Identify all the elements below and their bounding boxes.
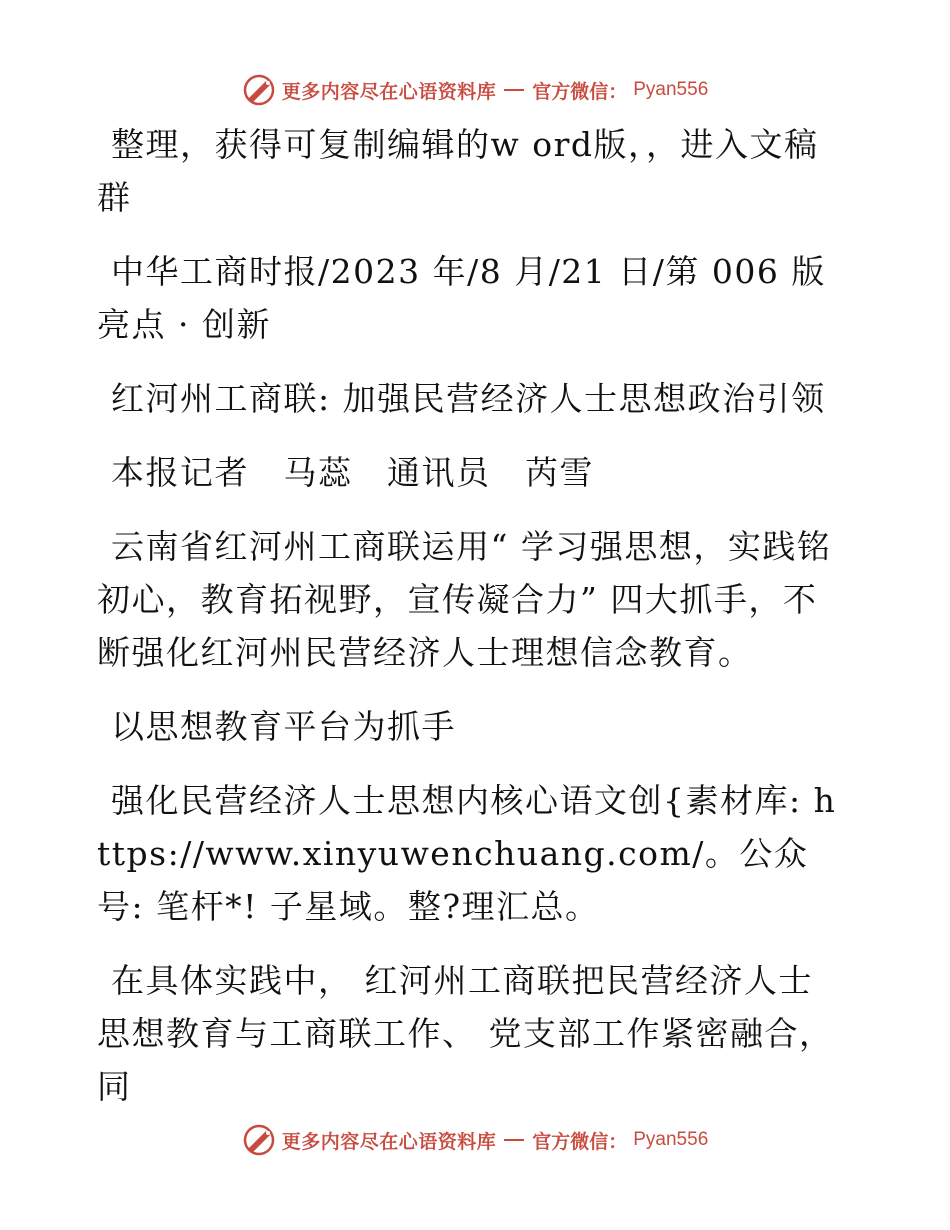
- paragraph: 强化民营经济人士思想内核心语文创{素材库: https://www.xinyuwenchuang.com/。公众号: 笔杆*! 子星域。整?理汇总。: [97, 781, 837, 926]
- byline: 本报记者 马蕊 通讯员 芮雪: [111, 453, 594, 492]
- pen-nib-logo-icon: [242, 73, 276, 107]
- banner-wechat-label: 官方微信：: [532, 80, 628, 103]
- paragraph: 云南省红河州工商联运用“ 学习强思想，实践铭初心，教育拓视野，宣传凝合力” 四大抓手，不断强化红河州民营经济人士理想信念教育。: [97, 527, 832, 672]
- document-body: [97, 118, 847, 1134]
- pen-nib-logo-icon: [242, 1123, 276, 1157]
- banner-wechat-id: Pyan556: [633, 1129, 709, 1150]
- banner-text: 更多内容尽在心语资料库: [281, 1130, 497, 1153]
- paragraph: 在具体实践中， 红河州工商联把民营经济人士思想教育与工商联工作、 党支部工作紧密融合，同: [97, 961, 834, 1106]
- banner-wechat-label: 官方微信：: [532, 1130, 628, 1153]
- banner-text: 更多内容尽在心语资料库: [281, 80, 497, 103]
- paragraph: 整理，获得可复制编辑的w ord版，，进入文稿群: [97, 125, 819, 217]
- banner-dash: [504, 89, 524, 91]
- header-banner: [0, 70, 950, 110]
- section-heading: 以思想教育平台为抓手: [111, 707, 456, 746]
- banner-wechat-id: Pyan556: [633, 79, 709, 100]
- footer-banner: [0, 1120, 950, 1160]
- article-title: 红河州工商联: 加强民营经济人士思想政治引领: [111, 379, 826, 418]
- paragraph: 中华工商时报/2023 年/8 月/21 日/第 006 版亮点 · 创新: [97, 252, 826, 344]
- banner-dash: [504, 1139, 524, 1141]
